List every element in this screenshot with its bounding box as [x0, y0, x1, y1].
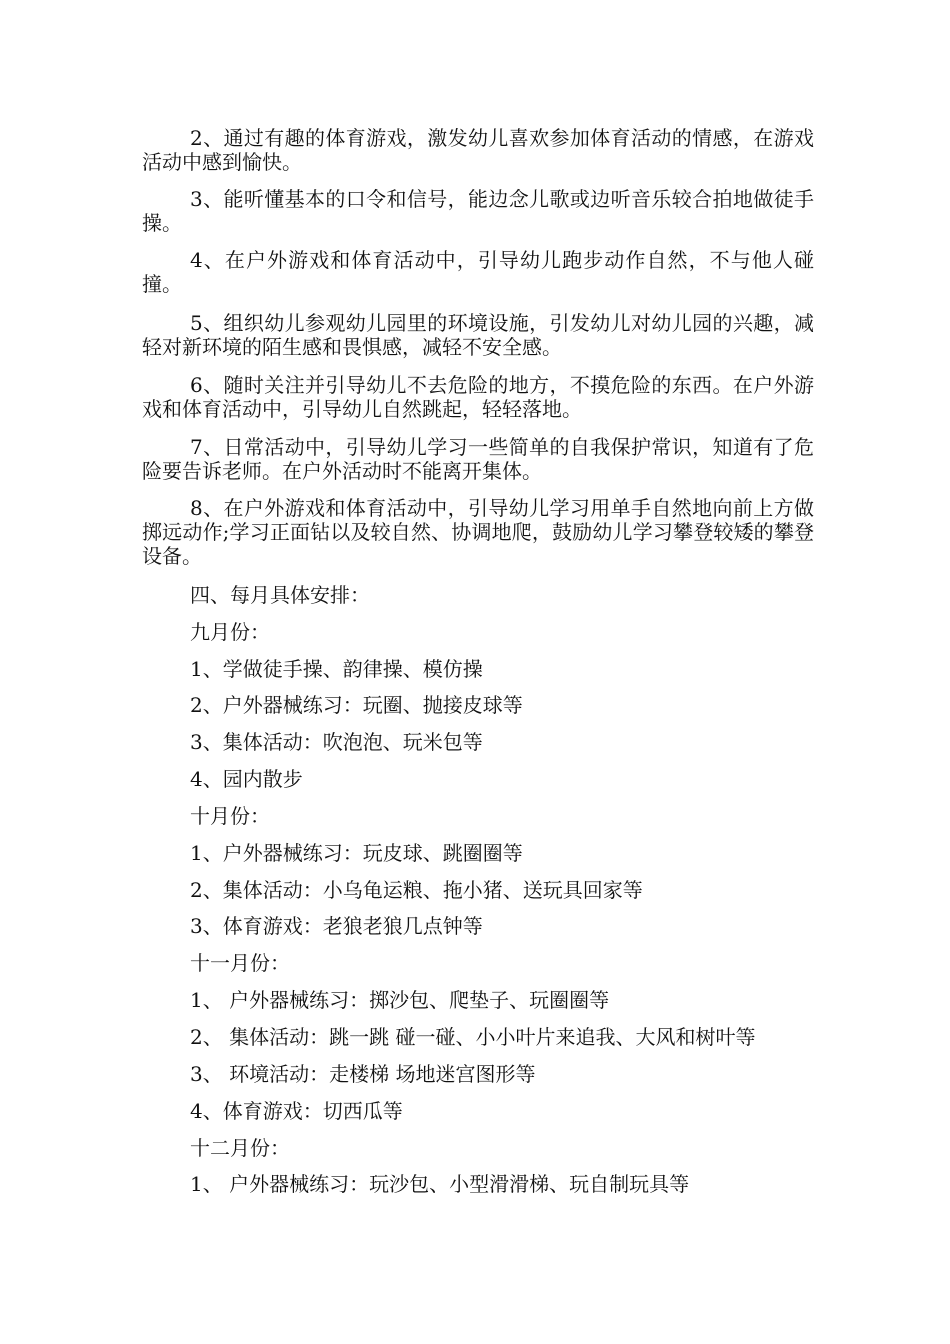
objective-5: 5、组织幼儿参观幼儿园里的环境设施，引发幼儿对幼儿园的兴趣，减轻对新环境的陌生感和畏惧感，减轻不安全感。: [142, 311, 814, 359]
list-item: 2、 集体活动：跳一跳 碰一碰、小小叶片来追我、大风和树叶等: [190, 1025, 756, 1049]
objective-8: 8、在户外游戏和体育活动中，引导幼儿学习用单手自然地向前上方做掷远动作;学习正面钻以及较自然、协调地爬，鼓励幼儿学习攀登较矮的攀登设备。: [142, 496, 814, 568]
list-item: 1、学做徒手操、韵律操、模仿操: [190, 657, 483, 681]
objective-4: 4、在户外游戏和体育活动中，引导幼儿跑步动作自然，不与他人碰撞。: [142, 248, 814, 296]
list-item: 3、 环境活动：走楼梯 场地迷宫图形等: [190, 1062, 536, 1086]
objective-7: 7、日常活动中，引导幼儿学习一些简单的自我保护常识，知道有了危险要告诉老师。在户外活动时不能离开集体。: [142, 435, 814, 483]
month-title-december: 十二月份：: [190, 1136, 290, 1160]
objective-3: 3、能听懂基本的口令和信号，能边念儿歌或边听音乐较合拍地做徒手操。: [142, 187, 814, 235]
list-item: 4、园内散步: [190, 767, 303, 791]
list-item: 2、户外器械练习：玩圈、抛接皮球等: [190, 693, 523, 717]
list-item: 4、体育游戏：切西瓜等: [190, 1099, 403, 1123]
list-item: 1、 户外器械练习：掷沙包、爬垫子、玩圈圈等: [190, 988, 610, 1012]
objective-2: 2、通过有趣的体育游戏，激发幼儿喜欢参加体育活动的情感，在游戏活动中感到愉快。: [142, 126, 814, 174]
month-title-october: 十月份：: [190, 804, 270, 828]
month-title-november: 十一月份：: [190, 951, 290, 975]
list-item: 1、户外器械练习：玩皮球、跳圈圈等: [190, 841, 523, 865]
list-item: 3、体育游戏：老狼老狼几点钟等: [190, 914, 483, 938]
section-heading: 四、每月具体安排：: [190, 583, 370, 607]
list-item: 2、集体活动：小乌龟运粮、拖小猪、送玩具回家等: [190, 878, 643, 902]
month-title-september: 九月份：: [190, 620, 270, 644]
list-item: 3、集体活动：吹泡泡、玩米包等: [190, 730, 483, 754]
objective-6: 6、随时关注并引导幼儿不去危险的地方，不摸危险的东西。在户外游戏和体育活动中，引导幼儿自然跳起，轻轻落地。: [142, 373, 814, 421]
list-item: 1、 户外器械练习：玩沙包、小型滑滑梯、玩自制玩具等: [190, 1172, 690, 1196]
